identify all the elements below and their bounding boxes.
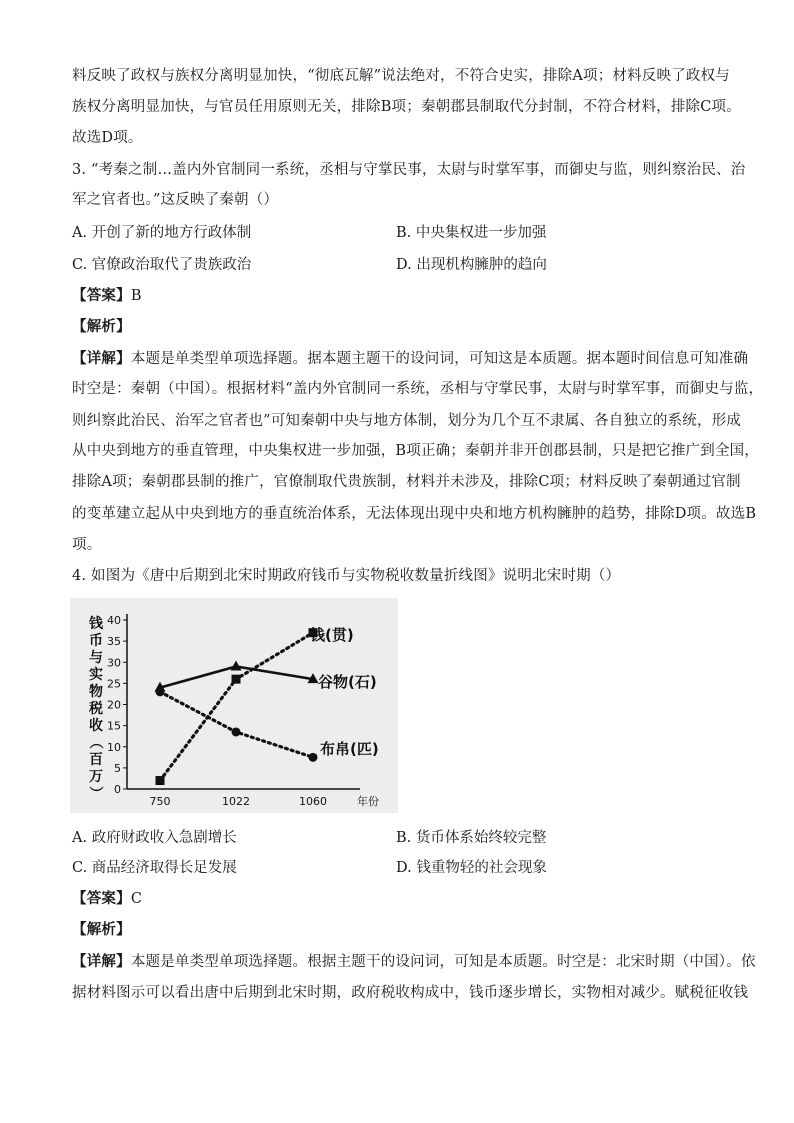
q3-detail-line: 时空是：秦朝（中国）。根据材料“盖内外官制同一系统，丞相与守掌民事，太尉与时掌军事，而御史与监， [72,381,764,397]
text-line: 料反映了政权与族权分离明显加快，“彻底瓦解”说法绝对，不符合史实，排除A项；材料反映了政权与 [72,68,730,84]
y-tick-label: 25 [107,677,121,691]
q4-option-d: D. 钱重物轻的社会现象 [396,860,547,876]
q3-option-a: A. 开创了新的地方行政体制 [72,225,252,241]
y-axis-label-char: 币 [89,633,103,649]
y-axis-label-char: ） [87,786,103,800]
question-4-stem: 4. 如图为《唐中后期到北宋时期政府钱币与实物税收数量折线图》说明北宋时期（） [72,568,621,584]
q4-option-c: C. 商品经济取得长足发展 [72,860,237,876]
series-layer [155,628,319,785]
q3-answer [72,286,732,306]
detail-text: 本题是单类型单项选择题。根据主题干的设问词，可知是本质题。时空是：北宋时期（中国）。依 [130,954,756,970]
y-axis-label-char: 税 [89,701,103,717]
q4-analysis-tag [72,920,732,940]
q3-detail-line: 排除A项；秦朝郡县制的推广，官僚制取代贵族制，材料并未涉及，排除C项；材料反映了秦朝通过官制 [72,474,741,490]
q3-analysis-tag [72,317,732,337]
q4-detail-line: 据材料图示可以看出唐中后期到北宋时期，政府税收构成中，钱币逐步增长，实物相对减少。赋税征收钱 [72,985,749,1001]
text-line: 故选D项。 [72,130,143,146]
series-line [160,692,313,757]
data-point-circle [232,727,241,736]
q4-answer [72,889,732,909]
q3-detail-line: 从中央到地方的垂直管理，中央集权进一步加强，B项正确；秦朝并非开创郡县制，只是把它推广到全国， [72,443,760,459]
answer-tag: 【答案】 [72,287,131,304]
detail-text: 本题是单类型单项选择题。据本题主题干的设问词，可知这是本质题。据本题时间信息可知准确 [130,351,749,367]
q4-option-a: A. 政府财政收入急剧增长 [72,830,237,846]
y-axis-label-char: 与 [89,650,103,666]
question-3-stem-cont: 军之官者也。”这反映了秦朝（） [72,192,279,208]
x-tick-label: 1022 [222,795,250,808]
data-point-triangle [231,660,242,670]
x-ticks [150,794,380,808]
y-axis-label-char: 百 [89,752,103,768]
q4-detail-line [72,952,756,972]
y-ticks [107,614,127,796]
question-3-stem: 3. “考秦之制…盖内外官制同一系统，丞相与守掌民事，太尉与时掌军事，而御史与监，则纠察治民、治 [72,162,746,178]
answer-value: C [130,891,143,907]
y-tick-label: 30 [107,656,121,670]
x-tick-label: 750 [149,795,171,808]
y-axis-label-char: 万 [89,769,103,785]
q4-option-b: B. 货币体系始终较完整 [396,830,547,846]
series-label: 布帛(匹) [320,740,379,758]
y-tick-label: 15 [107,719,121,733]
y-tick-label: 0 [114,783,121,796]
tax-line-chart [70,598,398,813]
x-tick-label: 1060 [299,795,327,808]
q3-detail-line: 项。 [72,537,102,553]
answer-tag: 【答案】 [72,890,131,907]
data-point-square [156,776,165,785]
series-label: 钱(贯) [310,626,354,644]
q3-option-d: D. 出现机构臃肿的趋向 [396,257,547,273]
y-tick-label: 35 [107,635,121,649]
q3-detail-line [72,349,749,369]
q3-detail-line: 则纠察此治民、治军之官者也”可知秦朝中央与地方体制，划分为几个互不隶属、各自独立的系统，形成 [72,413,742,429]
answer-value: B [130,288,142,304]
y-axis-label-char: 实 [89,667,103,683]
y-tick-label: 40 [107,614,121,627]
y-axis-label-char: （ [87,735,103,749]
y-axis-label-char: 物 [89,684,103,700]
y-tick-label: 10 [107,740,121,754]
data-point-circle [156,687,165,696]
detail-tag: 【详解】 [72,953,131,970]
q3-option-c: C. 官僚政治取代了贵族政治 [72,257,252,273]
analysis-tag: 【解析】 [72,921,131,938]
q3-detail-line: 的变革建立起从中央到地方的垂直统治体系，无法体现出现中央和地方机构臃肿的趋势，排除D项。故选B [72,506,757,522]
y-axis-label-char: 收 [89,718,103,734]
y-tick-label: 5 [114,761,121,775]
series-label: 谷物(石) [318,673,377,691]
y-axis-label-char: 钱 [89,616,103,632]
labels-layer [87,615,379,800]
analysis-tag: 【解析】 [72,318,131,335]
chart-svg [70,598,398,813]
q3-option-b: B. 中央集权进一步加强 [396,225,547,241]
y-tick-label: 20 [107,698,121,712]
detail-tag: 【详解】 [72,350,131,367]
data-point-square [232,675,241,684]
text-line: 族权分离明显加快，与官员任用原则无关，排除B项；秦朝郡县制取代分封制，不符合材料，排除C项。 [72,99,741,115]
x-axis-label: 年份 [357,795,379,808]
data-point-circle [309,753,318,762]
series-line [160,633,313,781]
